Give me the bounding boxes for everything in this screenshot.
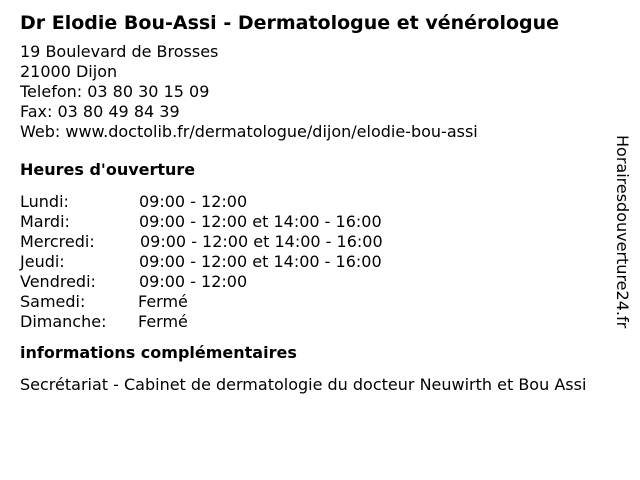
day-hours: 09:00 - 12:00 — [139, 272, 248, 291]
hours-row-vendredi — [20, 272, 628, 292]
website-line: Web: www.doctolib.fr/dermatologue/dijon/elodie-bou-assi — [20, 122, 478, 141]
opening-hours-heading: Heures d'ouverture — [20, 160, 196, 179]
hours-row-dimanche — [20, 312, 628, 332]
day-label: Lundi: — [20, 192, 69, 211]
day-hours: Fermé — [138, 312, 188, 331]
page-title: Dr Elodie Bou-Assi - Dermatologue et vénérologue — [20, 12, 560, 34]
phone-number: Telefon: 03 80 30 15 09 — [20, 82, 210, 101]
day-label: Mercredi: — [20, 232, 95, 251]
day-hours: 09:00 - 12:00 — [139, 192, 248, 211]
hours-row-lundi — [20, 192, 628, 212]
day-hours: 09:00 - 12:00 et 14:00 - 16:00 — [140, 232, 383, 251]
address-street: 19 Boulevard de Brosses — [20, 42, 219, 61]
address-city: 21000 Dijon — [20, 62, 118, 81]
contact-block — [20, 42, 628, 142]
day-hours: 09:00 - 12:00 et 14:00 - 16:00 — [139, 212, 382, 231]
day-label: Vendredi: — [20, 272, 96, 291]
hours-row-jeudi — [20, 252, 628, 272]
day-label: Mardi: — [20, 212, 70, 231]
day-label: Samedi: — [20, 292, 86, 311]
day-hours: Fermé — [138, 292, 188, 311]
fax-number: Fax: 03 80 49 84 39 — [20, 102, 180, 121]
day-hours: 09:00 - 12:00 et 14:00 - 16:00 — [139, 252, 382, 271]
hours-row-mardi — [20, 212, 628, 232]
day-label: Dimanche: — [20, 312, 107, 331]
page-content — [20, 10, 628, 395]
site-watermark: Horairesdouverture24.fr — [613, 135, 632, 329]
additional-info-text: Secrétariat - Cabinet de dermatologie du docteur Neuwirth et Bou Assi — [20, 375, 587, 394]
day-label: Jeudi: — [20, 252, 65, 271]
hours-row-samedi — [20, 292, 628, 312]
additional-info-heading: informations complémentaires — [20, 343, 297, 362]
hours-row-mercredi — [20, 232, 628, 252]
opening-hours-list — [20, 192, 628, 332]
